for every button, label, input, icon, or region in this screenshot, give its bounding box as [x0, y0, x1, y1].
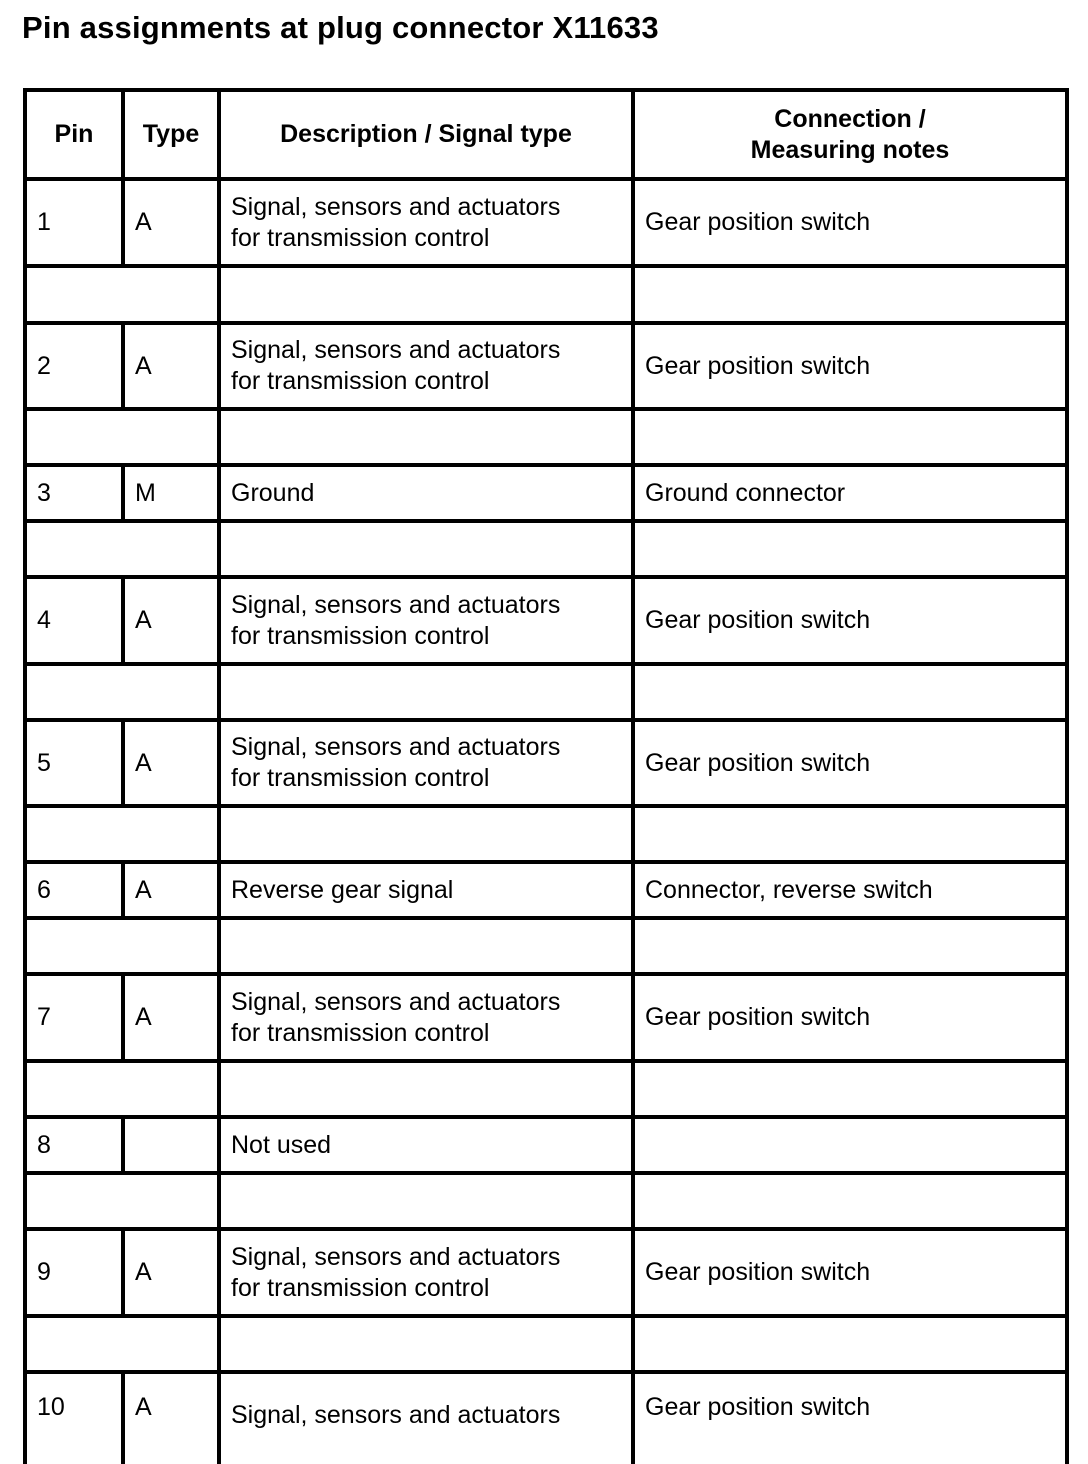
spacer-row — [27, 808, 1065, 864]
description-cell — [217, 325, 631, 407]
description-text: Not used — [231, 1130, 332, 1159]
description-cell — [217, 467, 631, 519]
description-cell — [217, 722, 631, 804]
table-row — [27, 325, 1065, 411]
pin-cell: 1 — [37, 208, 51, 236]
connection-cell: Gear position switch — [631, 579, 1065, 662]
type-cell: A — [121, 1231, 217, 1314]
description-cell — [217, 1119, 631, 1171]
pin-cell: 7 — [37, 1003, 51, 1031]
type-cell — [121, 1119, 217, 1171]
table-row — [27, 579, 1065, 666]
spacer-cell — [631, 920, 1065, 972]
description-text: Signal, sensors and actuators for transmission control — [231, 192, 561, 252]
spacer-cell — [631, 1318, 1065, 1370]
page-title: Pin assignments at plug connector X11633 — [22, 10, 659, 45]
connection-cell: Gear position switch — [631, 1374, 1065, 1464]
spacer-cell — [631, 523, 1065, 575]
description-cell — [217, 1231, 631, 1314]
description-text: Signal, sensors and actuators for transmission control — [231, 733, 561, 792]
spacer-cell — [27, 808, 217, 860]
connection-cell: Ground connector — [631, 467, 1065, 519]
spacer-cell — [217, 523, 631, 575]
spacer-cell — [217, 411, 631, 463]
spacer-cell — [27, 411, 217, 463]
connection-cell: Gear position switch — [631, 976, 1065, 1059]
spacer-cell — [27, 268, 217, 321]
table-row — [27, 864, 1065, 920]
description-text: Signal, sensors and actuators for transmission control — [231, 987, 561, 1047]
description-text: Signal, sensors and actuators for transmission control — [231, 590, 561, 650]
pin-cell: 6 — [37, 875, 51, 904]
header-type: Type — [121, 92, 217, 177]
description-text: Ground — [231, 478, 315, 507]
table-header-row — [27, 92, 1065, 181]
description-cell — [217, 579, 631, 662]
spacer-cell — [27, 920, 217, 972]
pin-cell: 10 — [37, 1393, 65, 1421]
type-cell: A — [121, 864, 217, 916]
spacer-cell — [217, 666, 631, 718]
spacer-cell — [27, 1175, 217, 1227]
connection-cell: Connector, reverse switch — [631, 864, 1065, 916]
description-text: Signal, sensors and actuators — [231, 1401, 561, 1429]
connection-cell — [631, 1119, 1065, 1171]
table-row — [27, 976, 1065, 1063]
spacer-cell — [217, 808, 631, 860]
pin-cell: 8 — [37, 1130, 51, 1159]
connection-cell: Gear position switch — [631, 722, 1065, 804]
spacer-cell — [631, 666, 1065, 718]
description-text: Signal, sensors and actuators for transmission control — [231, 1242, 561, 1302]
spacer-cell — [27, 523, 217, 575]
type-cell: A — [121, 325, 217, 407]
spacer-cell — [631, 268, 1065, 321]
spacer-row — [27, 523, 1065, 579]
header-pin: Pin — [54, 120, 94, 148]
table-row — [27, 181, 1065, 268]
spacer-row — [27, 411, 1065, 467]
header-connection — [631, 92, 1065, 177]
description-cell — [217, 864, 631, 916]
spacer-cell — [217, 1063, 631, 1115]
spacer-cell — [217, 1318, 631, 1370]
spacer-cell — [217, 920, 631, 972]
pin-assignment-table — [23, 88, 1069, 1464]
header-connection-text: Connection / Measuring notes — [750, 104, 950, 164]
type-cell: A — [121, 1374, 217, 1464]
table-row — [27, 722, 1065, 808]
connection-cell: Gear position switch — [631, 325, 1065, 407]
spacer-cell — [27, 1063, 217, 1115]
pin-cell: 2 — [37, 351, 51, 380]
connection-cell: Gear position switch — [631, 181, 1065, 264]
description-text: Reverse gear signal — [231, 875, 454, 904]
spacer-row — [27, 1063, 1065, 1119]
type-cell: M — [121, 467, 217, 519]
table-row — [27, 1119, 1065, 1175]
type-cell: A — [121, 722, 217, 804]
spacer-cell — [631, 411, 1065, 463]
type-cell: A — [121, 181, 217, 264]
spacer-cell — [217, 1175, 631, 1227]
type-cell: A — [121, 976, 217, 1059]
description-cell — [217, 181, 631, 264]
spacer-cell — [631, 1063, 1065, 1115]
spacer-row — [27, 920, 1065, 976]
table-row — [27, 1231, 1065, 1318]
spacer-cell — [217, 268, 631, 321]
spacer-row — [27, 268, 1065, 325]
spacer-cell — [27, 666, 217, 718]
spacer-row — [27, 1175, 1065, 1231]
connection-cell: Gear position switch — [631, 1231, 1065, 1314]
spacer-cell — [631, 808, 1065, 860]
pin-cell: 5 — [37, 748, 51, 777]
spacer-cell — [631, 1175, 1065, 1227]
description-cell — [217, 976, 631, 1059]
spacer-row — [27, 1318, 1065, 1374]
pin-cell: 3 — [37, 478, 51, 507]
type-cell: A — [121, 579, 217, 662]
pin-cell: 9 — [37, 1258, 51, 1286]
table-row — [27, 1374, 1065, 1464]
table-row — [27, 467, 1065, 523]
header-description: Description / Signal type — [217, 92, 631, 177]
description-text: Signal, sensors and actuators for transmission control — [231, 336, 561, 395]
description-cell — [217, 1374, 631, 1464]
spacer-row — [27, 666, 1065, 722]
spacer-cell — [27, 1318, 217, 1370]
pin-cell: 4 — [37, 606, 51, 634]
